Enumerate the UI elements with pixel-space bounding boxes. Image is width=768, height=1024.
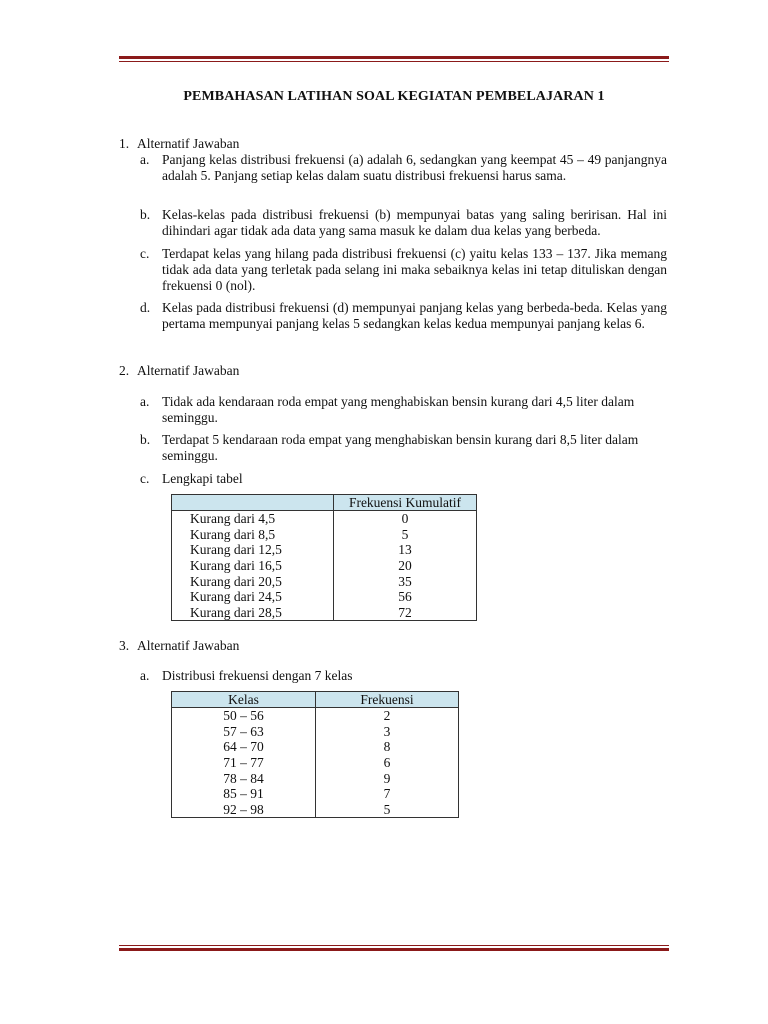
item-label: a. xyxy=(140,394,150,409)
table-cell: 8 xyxy=(316,739,459,755)
table-cell: Kurang dari 16,5 xyxy=(190,558,282,574)
item-label: b. xyxy=(140,432,151,447)
table-cell: Kurang dari 24,5 xyxy=(190,589,282,605)
column-header: Frekuensi xyxy=(316,692,459,708)
table-row xyxy=(172,573,477,589)
table-cell: 72 xyxy=(334,605,477,621)
item-label: b. xyxy=(140,207,151,222)
table-row xyxy=(172,589,477,605)
item-text: Kelas pada distribusi frekuensi (d) mempunyai panjang kelas yang berbeda-beda. Kelas yang pertama mempunyai panjang kelas 5 sedangkan kelas kedua mempunyai panjang kelas 6. xyxy=(162,300,667,331)
table-cell: 0 xyxy=(334,511,477,527)
table-cell: 5 xyxy=(316,802,459,818)
table-cell: 35 xyxy=(334,573,477,589)
table-row xyxy=(172,511,477,527)
table-header-row xyxy=(172,495,477,511)
item-text: Lengkapi tabel xyxy=(162,471,243,486)
table-row xyxy=(172,558,477,574)
table-cell: 57 – 63 xyxy=(223,723,264,739)
frequency-distribution-table xyxy=(171,691,459,818)
table-cell: 9 xyxy=(316,770,459,786)
question-heading: Alternatif Jawaban xyxy=(137,363,240,378)
table-cell: 5 xyxy=(334,527,477,543)
table-cell: 7 xyxy=(316,786,459,802)
table-cell: 71 – 77 xyxy=(223,755,264,771)
table-row xyxy=(172,605,477,621)
column-header: Kelas xyxy=(172,692,316,708)
table-cell: Kurang dari 28,5 xyxy=(190,604,282,620)
table-row xyxy=(172,802,459,818)
table-row xyxy=(172,786,459,802)
table-cell: 56 xyxy=(334,589,477,605)
table-cell: 92 – 98 xyxy=(223,801,264,817)
item-text: Terdapat 5 kendaraan roda empat yang menghabiskan bensin kurang dari 8,5 liter dalam seminggu. xyxy=(162,432,639,463)
question-heading: Alternatif Jawaban xyxy=(137,136,240,151)
table-row xyxy=(172,770,459,786)
page-title: PEMBAHASAN LATIHAN SOAL KEGIATAN PEMBELAJARAN 1 xyxy=(183,89,605,104)
item-label: a. xyxy=(140,152,150,167)
table-row xyxy=(172,542,477,558)
table-cell: 6 xyxy=(316,755,459,771)
table-row xyxy=(172,755,459,771)
item-label: c. xyxy=(140,471,150,486)
table-cell: 3 xyxy=(316,724,459,740)
table-cell: Kurang dari 4,5 xyxy=(190,511,276,527)
item-label: d. xyxy=(140,300,151,315)
table-cell: 2 xyxy=(316,708,459,724)
table-header-row xyxy=(172,692,459,708)
item-text: Terdapat kelas yang hilang pada distribusi frekuensi (c) yaitu kelas 133 – 137. Jika memang tidak ada data yang terletak pada selang ini maka sebaiknya kelas ini tetap dituliskan dengan frekuensi 0 (nol). xyxy=(162,246,667,293)
item-text: Tidak ada kendaraan roda empat yang menghabiskan bensin kurang dari 4,5 liter dalam seminggu. xyxy=(162,394,635,425)
table-cell: Kurang dari 12,5 xyxy=(190,542,282,558)
table-cell: 50 – 56 xyxy=(223,708,264,724)
table-row xyxy=(172,708,459,724)
question-number: 1. xyxy=(119,136,130,151)
cumulative-frequency-table xyxy=(171,494,477,621)
question-number: 3. xyxy=(119,638,130,653)
table-cell: 85 – 91 xyxy=(223,786,264,802)
column-header xyxy=(172,495,334,511)
table-row xyxy=(172,527,477,543)
table-cell: 64 – 70 xyxy=(223,739,264,755)
table-row xyxy=(172,739,459,755)
table-cell: 20 xyxy=(334,558,477,574)
item-text: Kelas-kelas pada distribusi frekuensi (b) mempunyai batas yang saling beririsan. Hal ini dihindari agar tidak ada data yang sama masuk ke dalam dua kelas yang berbeda. xyxy=(162,207,667,238)
footer-rule xyxy=(119,945,669,951)
question-number: 2. xyxy=(119,363,130,378)
column-header: Frekuensi Kumulatif xyxy=(334,495,477,511)
item-label: c. xyxy=(140,246,150,261)
table-cell: 78 – 84 xyxy=(223,770,264,786)
header-rule xyxy=(119,56,669,62)
question-heading: Alternatif Jawaban xyxy=(137,638,240,653)
item-label: a. xyxy=(140,668,150,683)
table-cell: 13 xyxy=(334,542,477,558)
item-text: Panjang kelas distribusi frekuensi (a) adalah 6, sedangkan yang keempat 45 – 49 panjangnya adalah 5. Panjang setiap kelas dalam suatu distribusi frekuensi harus sama. xyxy=(162,152,667,183)
table-cell: Kurang dari 8,5 xyxy=(190,526,276,542)
table-cell: Kurang dari 20,5 xyxy=(190,573,282,589)
item-text: Distribusi frekuensi dengan 7 kelas xyxy=(162,668,353,683)
table-row xyxy=(172,724,459,740)
